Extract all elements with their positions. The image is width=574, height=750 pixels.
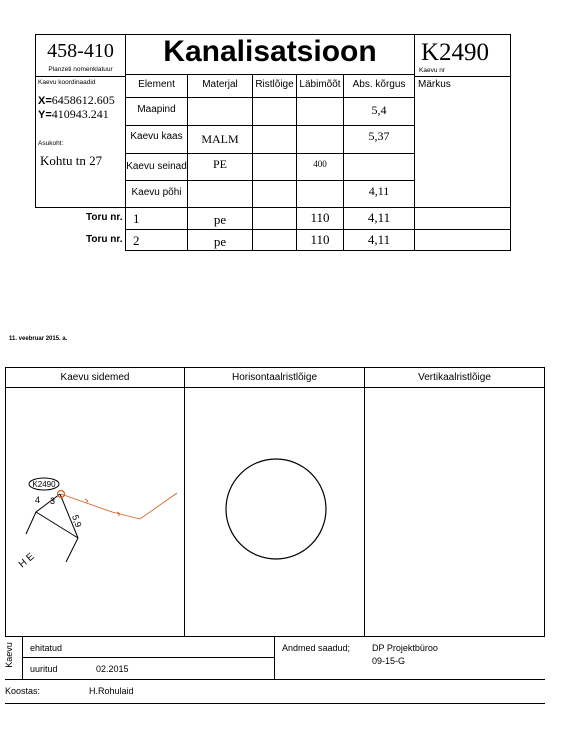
document-date: 11. veebruar 2015. a. — [9, 336, 68, 342]
pipe-number: 1 — [133, 211, 140, 226]
pipe-material: pe — [213, 234, 227, 249]
table-cell: Kaevu seinad — [126, 161, 187, 172]
table-cell: Kaevu kaas — [130, 131, 183, 142]
pipe-number: 2 — [133, 233, 140, 248]
panel-title-well-ties: Kaevu sidemed — [60, 372, 130, 383]
sketch-dim-left: 4 — [35, 495, 41, 505]
table-cell: Maapind — [137, 104, 176, 115]
col-header-material: Materjal — [202, 79, 238, 90]
table-cell: MALM — [201, 132, 239, 146]
y-value: 410943.241 — [51, 107, 109, 121]
table-cell: Kaevu põhi — [131, 187, 182, 198]
table-cell: 5,4 — [371, 103, 387, 117]
coords-label: Kaevu koordinaadid — [38, 79, 96, 86]
surveyed-label: uuritud — [30, 664, 58, 674]
col-header-diameter: Läbimõõt — [299, 79, 341, 90]
well-number-label: Kaevu nr — [419, 67, 446, 74]
location-value: Kohtu tn 27 — [40, 153, 103, 168]
nomenclature-code: 458-410 — [47, 40, 114, 62]
pipe-label: Toru nr. — [86, 212, 123, 223]
panel-title-horizontal-section: Horisontaalristlõige — [231, 372, 318, 383]
sketch-dim-mid: 3 — [50, 496, 56, 506]
pipe-direction-arrows — [85, 499, 120, 516]
table-cell: 5,37 — [368, 129, 390, 143]
nomenclature-label: Planzeti nomenklatuur — [48, 66, 113, 73]
surveyed-value: 02.2015 — [96, 664, 129, 674]
data-source-label: Andmed saadud; — [282, 643, 351, 653]
pipe-material: pe — [213, 212, 227, 227]
sketch-dim-right: 5,9 — [70, 513, 84, 529]
page-title: Kanalisatsioon — [163, 35, 377, 68]
col-header-section: Ristlõige — [255, 79, 294, 90]
horizontal-section-circle — [226, 459, 326, 559]
project-code: 09-15-G — [372, 656, 406, 666]
well-number: K2490 — [421, 39, 490, 66]
table-cell: 400 — [313, 159, 327, 169]
pipe-height: 4,11 — [367, 210, 391, 225]
col-header-element: Element — [138, 79, 175, 90]
location-label: Asukoht: — [38, 140, 64, 147]
pipe-diameter: 110 — [310, 210, 330, 225]
built-label: ehitatud — [30, 643, 63, 653]
sketch-well-label: K2490 — [32, 480, 56, 489]
y-label: Y= — [38, 109, 52, 121]
footer-side-label: Kaevu — [3, 642, 14, 668]
company-name: DP Projektbüroo — [372, 643, 438, 653]
col-header-height: Abs. kõrgus — [352, 79, 406, 90]
x-label: X= — [38, 95, 52, 107]
x-value: 6458612.605 — [51, 93, 115, 107]
panel-title-vertical-section: Vertikaalristlõige — [418, 372, 491, 383]
col-header-notes: Märkus — [418, 79, 451, 90]
table-cell: 4,11 — [368, 184, 390, 198]
pipe-height: 4,11 — [367, 232, 391, 247]
table-cell: PE — [212, 157, 227, 171]
sketch-letters: H E — [16, 551, 37, 571]
author-value: H.Rohulaid — [89, 686, 134, 696]
author-label: Koostas: — [5, 686, 41, 696]
pipe-diameter: 110 — [310, 232, 330, 247]
pipe-label: Toru nr. — [86, 234, 123, 245]
